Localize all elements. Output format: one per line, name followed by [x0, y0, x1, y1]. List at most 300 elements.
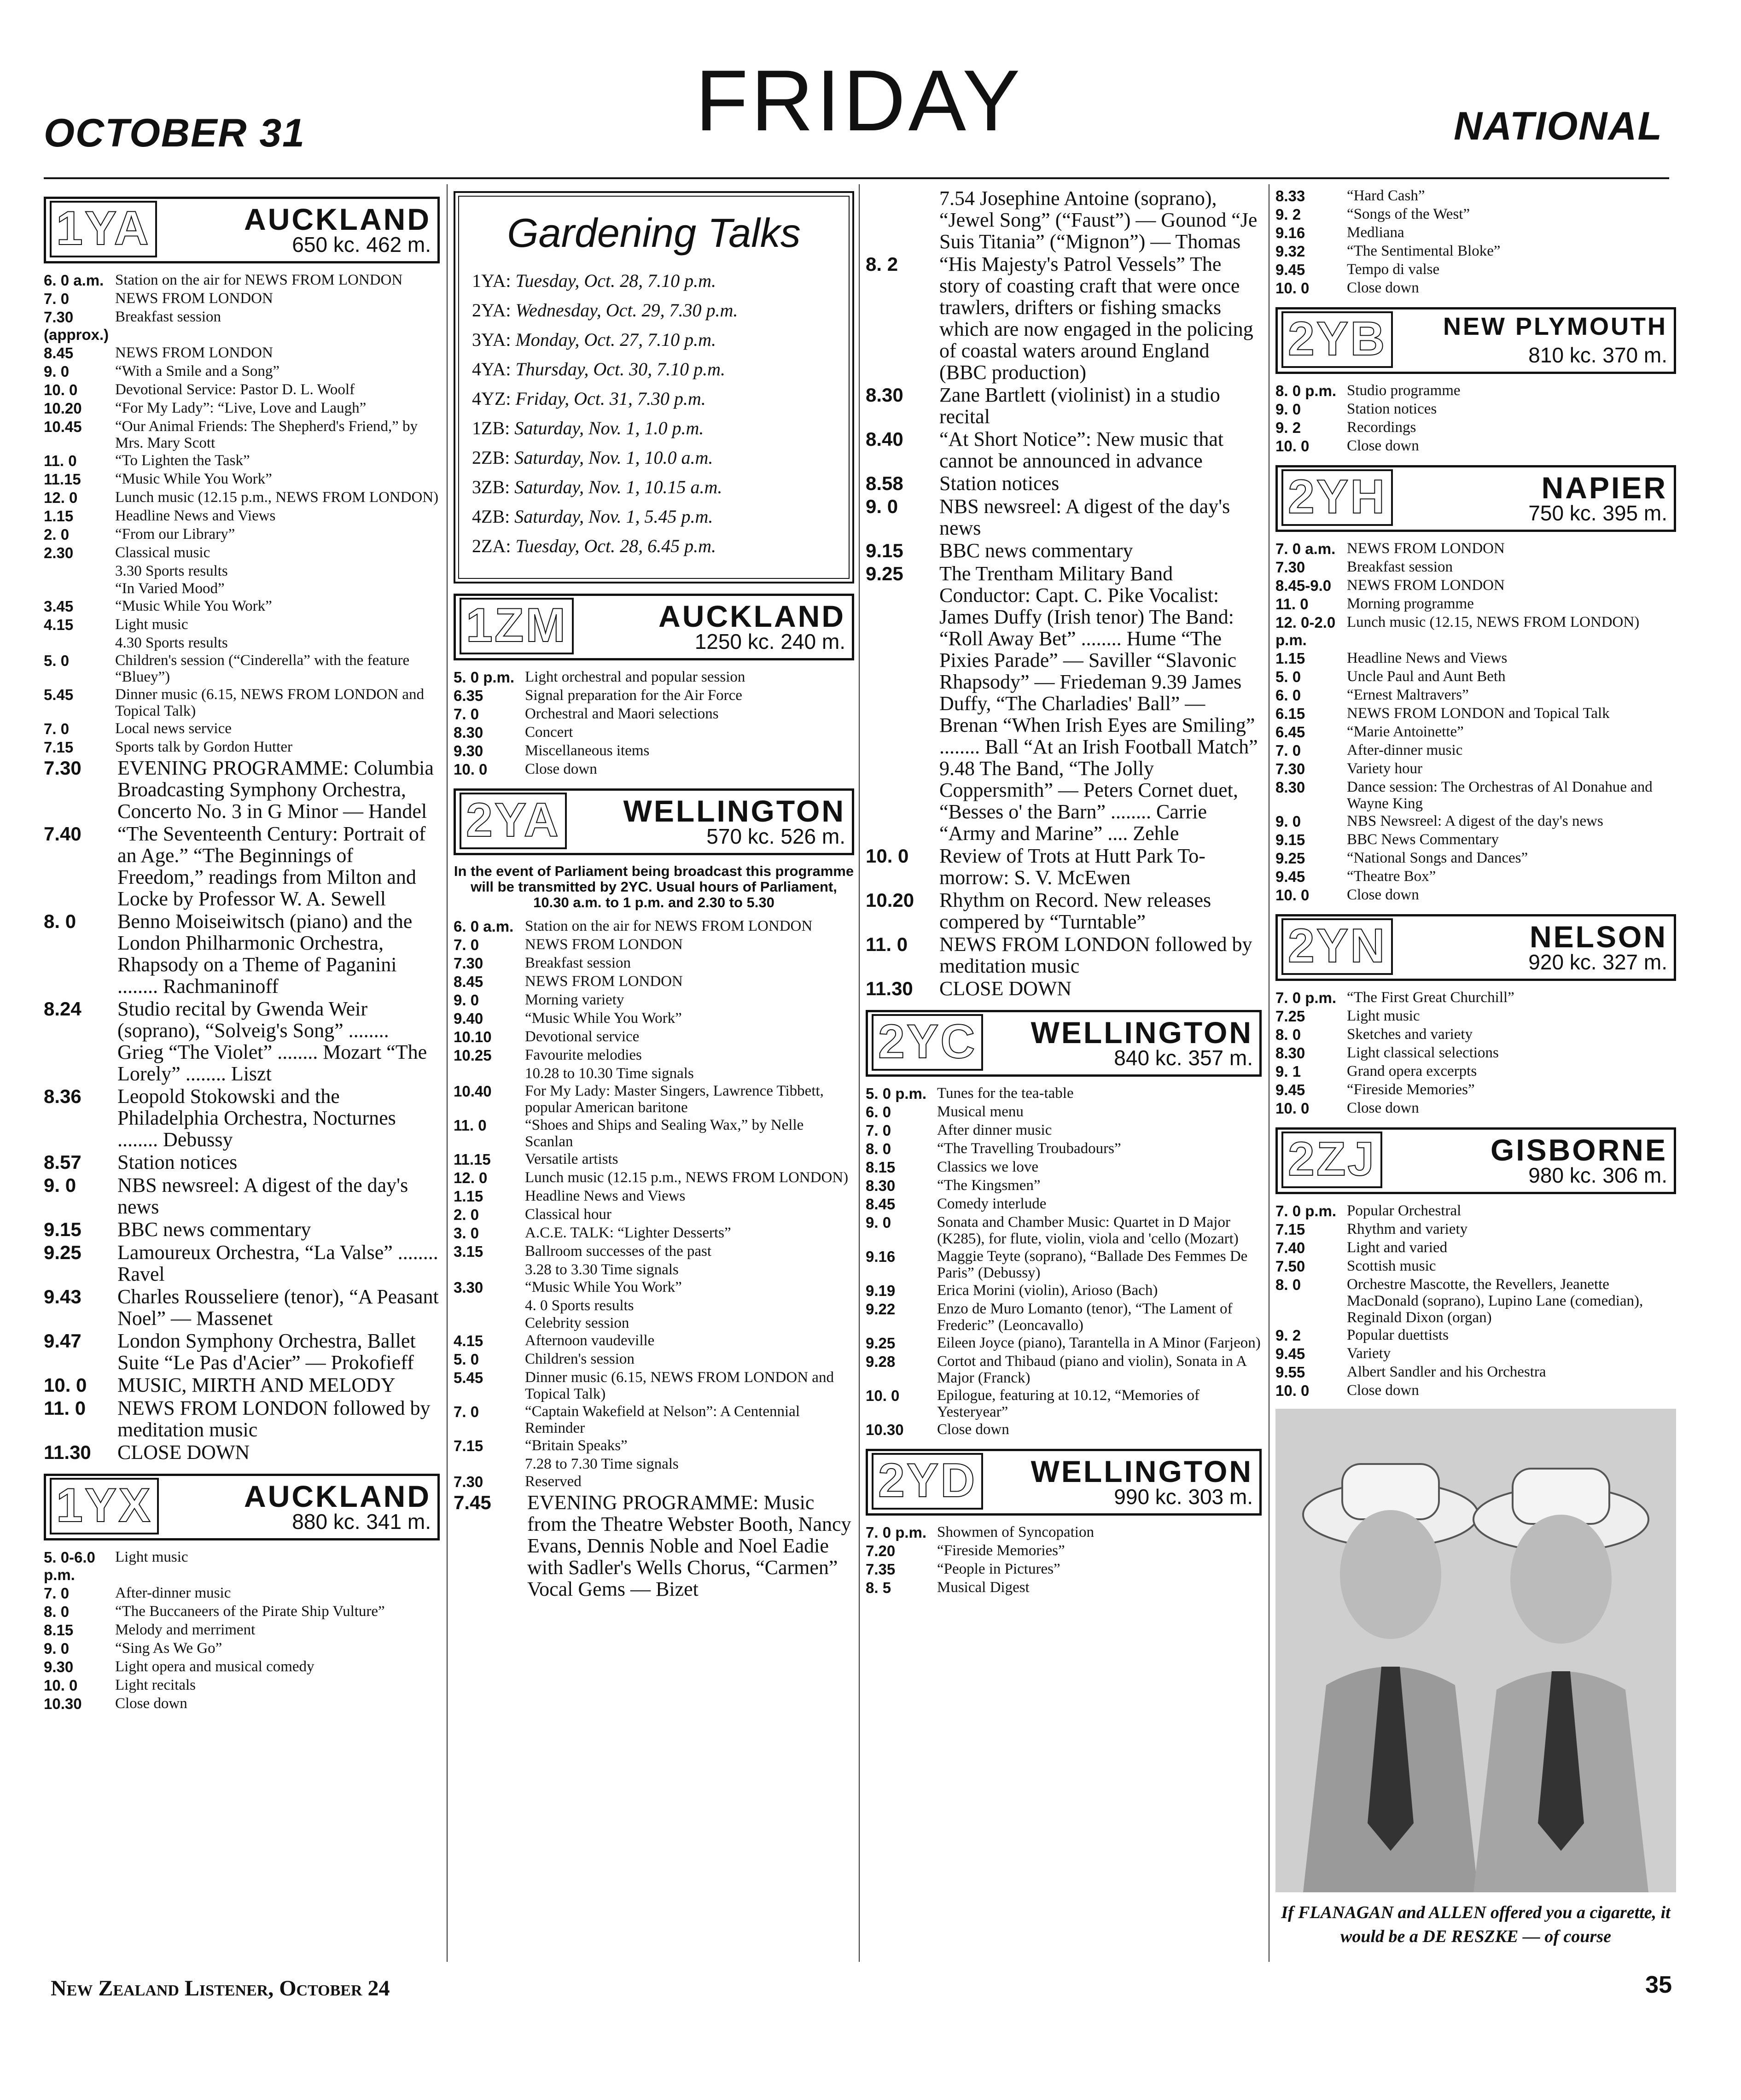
programme-description: 7.28 to 7.30 Time signals — [525, 1456, 679, 1472]
station-city: NEW PLYMOUTH — [1443, 313, 1667, 340]
programme-time: 11. 0 — [866, 933, 908, 955]
programme-entry — [44, 452, 440, 470]
programme-entry — [1275, 1276, 1676, 1326]
programme-time: 3.15 — [454, 1243, 483, 1260]
programme-time: 10. 0 — [1275, 887, 1310, 904]
programme-description: “The Kingsmen” — [937, 1177, 1041, 1194]
gardening-talk-entry — [472, 359, 836, 380]
programme-entry — [866, 1248, 1262, 1281]
programme-time: 7.30 (approx.) — [44, 309, 109, 343]
programme-description: 3.28 to 3.30 Time signals — [525, 1261, 679, 1278]
programme-time: 9.16 — [1275, 224, 1305, 241]
programme-description: Close down — [937, 1421, 1009, 1438]
station-city: AUCKLAND — [244, 1479, 431, 1513]
programme-entry — [44, 1658, 440, 1676]
programme-description: Light opera and musical comedy — [115, 1658, 314, 1675]
programme-description: 3.30 Sports results — [115, 563, 228, 579]
programme-entry — [44, 1397, 440, 1441]
header-rule — [44, 177, 1669, 179]
programme-time: 11. 0 — [454, 1117, 487, 1134]
programme-entry — [866, 1561, 1262, 1578]
programme-time: 7. 0 — [866, 1122, 891, 1139]
station-header-2yh — [1275, 465, 1676, 532]
programme-time: 9. 0 — [1275, 813, 1301, 830]
programme-entry — [44, 616, 440, 634]
programme-description: Classical music — [115, 544, 210, 561]
programme-time: 9.32 — [1275, 243, 1305, 260]
programme-description: “His Majesty's Patrol Vessels” The story of coasting craft that were once trawlers, drifters or fishing smacks which are now engaged in the policing of coastal waters around England (BBC production) — [939, 253, 1253, 384]
gardening-talk-entry — [472, 477, 836, 498]
gardening-talk-time: Friday, Oct. 31, 7.30 p.m. — [515, 388, 706, 409]
gardening-talk-station: 4ZB: — [472, 506, 510, 527]
station-frequency: 750 kc. 395 m. — [1528, 501, 1667, 525]
programme-time: 8. 2 — [866, 253, 898, 275]
gardening-talks-box — [454, 191, 854, 583]
programme-entry — [1275, 206, 1676, 223]
programme-list-1yx — [44, 1549, 440, 1713]
programme-description: Close down — [1347, 1382, 1419, 1399]
programme-description: “People in Pictures” — [937, 1561, 1060, 1577]
programme-time: 9.45 — [1275, 1345, 1305, 1362]
programme-time: 12. 0-2.0 p.m. — [1275, 614, 1336, 648]
station-header-2yc — [866, 1010, 1262, 1077]
programme-description: “For My Lady”: “Live, Love and Laugh” — [115, 400, 367, 416]
programme-description: Uncle Paul and Aunt Beth — [1347, 668, 1506, 685]
station-call: 1YX — [50, 1478, 159, 1534]
programme-entry — [454, 936, 854, 954]
programme-time: 8.30 — [1275, 779, 1305, 796]
programme-description: Lamoureux Orchestra, “La Valse” ........ Ravel — [117, 1241, 438, 1285]
gardening-talk-station: 1ZB: — [472, 418, 510, 438]
programme-description: Light classical selections — [1347, 1044, 1499, 1061]
programme-entry — [44, 823, 440, 910]
programme-entry — [866, 1301, 1262, 1334]
programme-entry — [44, 1330, 440, 1373]
programme-time: 7. 0 — [44, 1585, 70, 1602]
programme-description: Close down — [1347, 1100, 1419, 1116]
programme-list-2ya — [454, 918, 854, 1491]
programme-time: 11. 0 — [44, 452, 77, 469]
programme-time: 9.55 — [1275, 1364, 1305, 1381]
programme-entry — [866, 1214, 1262, 1247]
programme-time: 10.40 — [454, 1083, 492, 1100]
programme-entry — [454, 918, 854, 935]
gardening-talk-time: Tuesday, Oct. 28, 6.45 p.m. — [515, 536, 716, 556]
programme-time: 5. 0 p.m. — [454, 669, 515, 686]
programme-entry — [44, 580, 440, 597]
programme-entry — [1275, 813, 1676, 830]
programme-entry — [44, 1622, 440, 1639]
programme-description: Ballroom successes of the past — [525, 1243, 712, 1260]
programme-time: 4.15 — [44, 616, 74, 633]
programme-description: Close down — [115, 1695, 187, 1712]
programme-entry — [454, 687, 854, 705]
programme-entry — [454, 724, 854, 741]
programme-time: 8. 0 p.m. — [1275, 382, 1337, 399]
programme-list-1zm — [454, 669, 854, 778]
programme-description: “From our Library” — [115, 526, 235, 542]
programme-entry — [44, 1640, 440, 1657]
programme-entry — [1275, 595, 1676, 613]
programme-entry — [44, 1286, 440, 1329]
programme-description: Variety — [1347, 1345, 1391, 1362]
programme-entry — [44, 508, 440, 525]
programme-description: BBC news commentary — [117, 1218, 311, 1241]
station-header-2yb — [1275, 307, 1676, 374]
station-header-1ya — [44, 197, 440, 263]
programme-description: “Fireside Memories” — [1347, 1081, 1475, 1098]
programme-description: Close down — [1347, 280, 1419, 296]
programme-entry — [454, 1261, 854, 1278]
programme-entry — [454, 1010, 854, 1027]
programme-entry — [44, 381, 440, 399]
station-call: 1YA — [50, 201, 157, 257]
programme-entry — [454, 742, 854, 760]
programme-time — [454, 1261, 525, 1278]
programme-time: 5. 0 — [1275, 668, 1301, 685]
programme-entry — [454, 1351, 854, 1368]
programme-description: Review of Trots at Hutt Park To-morrow: S. V. McEwen — [939, 845, 1205, 889]
programme-description: Light orchestral and popular session — [525, 669, 745, 685]
gardening-talk-entry — [472, 506, 836, 527]
programme-description: Orchestral and Maori selections — [525, 706, 719, 722]
programme-entry — [1275, 382, 1676, 400]
programme-entry — [1275, 1258, 1676, 1275]
programme-description: “With a Smile and a Song” — [115, 363, 280, 379]
gardening-talk-entry — [472, 536, 836, 557]
programme-description: Light recitals — [115, 1677, 196, 1693]
programme-entry — [454, 706, 854, 723]
gardening-talk-station: 2ZB: — [472, 447, 510, 468]
programme-time: 5.45 — [454, 1369, 483, 1386]
programme-description: Classics we love — [937, 1159, 1038, 1175]
station-frequency: 570 kc. 526 m. — [706, 824, 845, 848]
programme-time: 8. 0 — [866, 1140, 891, 1157]
programme-description: Celebrity session — [525, 1315, 629, 1331]
programme-time: 10. 0 — [44, 1374, 87, 1396]
programme-description: Light music — [1347, 1008, 1420, 1024]
programme-description: Grand opera excerpts — [1347, 1063, 1477, 1079]
programme-description: “Britain Speaks” — [525, 1437, 628, 1454]
programme-list-1ya — [44, 272, 440, 756]
programme-time — [44, 563, 115, 579]
programme-time: 10. 0 — [866, 1387, 900, 1404]
programme-description: Musical Digest — [937, 1579, 1030, 1596]
programme-description: 4. 0 Sports results — [525, 1297, 634, 1314]
programme-description: BBC News Commentary — [1347, 831, 1499, 848]
programme-time: 10.20 — [44, 400, 82, 417]
programme-entry — [1275, 831, 1676, 849]
programme-time: 10.25 — [454, 1047, 492, 1064]
programme-entry — [1275, 760, 1676, 778]
programme-time: 7. 0 p.m. — [1275, 1202, 1337, 1219]
programme-description: “At Short Notice”: New music that cannot be announced in advance — [939, 428, 1224, 472]
station-header-1yx — [44, 1474, 440, 1540]
programme-description: “Shoes and Ships and Sealing Wax,” by Nelle Scanlan — [525, 1117, 804, 1150]
programme-description: Variety hour — [1347, 760, 1423, 777]
station-call: 2YN — [1281, 918, 1393, 975]
gardening-talk-station: 2YA: — [472, 300, 511, 321]
programme-time: 7. 0 — [454, 706, 479, 723]
programme-description: “The Buccaneers of the Pirate Ship Vulture” — [115, 1603, 385, 1620]
programme-time: 8.40 — [866, 428, 903, 450]
programme-time: 6.45 — [1275, 723, 1305, 741]
programme-description: “The First Great Churchill” — [1347, 989, 1514, 1006]
programme-entry — [866, 1140, 1262, 1158]
programme-entry — [866, 1421, 1262, 1439]
programme-time: 1.15 — [44, 508, 74, 525]
programme-entry — [44, 1585, 440, 1602]
programme-description: “Music While You Work” — [115, 598, 272, 614]
programme-description: NEWS FROM LONDON — [525, 973, 683, 990]
programme-time: 11. 0 — [44, 1397, 86, 1419]
station-city: AUCKLAND — [658, 599, 845, 633]
programme-entry — [1275, 705, 1676, 723]
programme-entry — [1275, 1202, 1676, 1220]
programme-time: 6.35 — [454, 687, 483, 704]
flanagan-allen-illustration — [1275, 1409, 1676, 1892]
column-3 — [866, 187, 1262, 1598]
programme-description: Tempo di valse — [1347, 261, 1440, 278]
programme-entry — [1275, 559, 1676, 576]
programme-description: NBS newsreel: A digest of the day's news — [939, 495, 1230, 539]
programme-time: 9. 0 — [454, 992, 479, 1009]
programme-description: NBS newsreel: A digest of the day's news — [117, 1174, 408, 1218]
gardening-talk-station: 2ZA: — [472, 536, 511, 556]
programme-time: 7.15 — [44, 739, 74, 756]
programme-description: 4.30 Sports results — [115, 635, 228, 651]
programme-time: 9.15 — [866, 540, 903, 561]
programme-entry — [44, 720, 440, 738]
programme-time: 8.45 — [454, 973, 483, 990]
programme-time — [454, 1315, 525, 1331]
programme-description: NEWS FROM LONDON — [115, 290, 273, 307]
programme-entry — [1275, 868, 1676, 886]
programme-time: 7.30 — [454, 955, 483, 972]
station-frequency: 650 kc. 462 m. — [292, 233, 431, 257]
advertisement-photo — [1275, 1409, 1676, 1892]
programme-description: “Ernest Maltravers” — [1347, 687, 1469, 703]
column-4 — [1275, 187, 1676, 1948]
programme-time: 7. 0 — [44, 290, 70, 307]
programme-description: Classical hour — [525, 1206, 611, 1223]
programme-entry — [866, 563, 1262, 844]
programme-entry — [866, 1335, 1262, 1352]
programme-description: EVENING PROGRAMME: Columbia Broadcasting Symphony Orchestra, Concerto No. 3 in G Minor — Handel — [117, 757, 434, 822]
programme-description: Erica Morini (violin), Arioso (Bach) — [937, 1282, 1158, 1299]
programme-time: 7.15 — [454, 1437, 483, 1454]
programme-time: 7. 0 p.m. — [866, 1524, 927, 1541]
programme-time: 6. 0 a.m. — [454, 918, 514, 935]
programme-description: “Music While You Work” — [115, 471, 272, 487]
programme-description: “Sing As We Go” — [115, 1640, 222, 1657]
programme-time: 10. 0 — [1275, 1100, 1310, 1117]
programme-time: 6. 0 — [866, 1103, 891, 1120]
programme-description: Maggie Teyte (soprano), “Ballade Des Femmes De Paris” (Debussy) — [937, 1248, 1248, 1281]
programme-description: BBC news commentary — [939, 539, 1133, 562]
programme-time: 6. 0 a.m. — [44, 272, 104, 289]
programme-description: 7.54 Josephine Antoine (soprano), “Jewel Song” (“Faust”) — Gounod “Je Suis Titania” (“Mignon”) — Thomas — [939, 187, 1258, 253]
programme-entry — [1275, 887, 1676, 904]
page-number: 35 — [1645, 1972, 1672, 1998]
station-call: 2YH — [1281, 469, 1393, 526]
station-frequency: 1250 kc. 240 m. — [694, 630, 845, 653]
programme-time: 7. 0 — [454, 1403, 479, 1420]
programme-description: MUSIC, MIRTH AND MELODY — [117, 1374, 396, 1396]
gardening-talk-time: Saturday, Nov. 1, 5.45 p.m. — [514, 506, 713, 527]
station-header-2zj — [1275, 1127, 1676, 1194]
evening-programme-2ya — [454, 1492, 854, 1600]
gardening-talk-time: Tuesday, Oct. 28, 7.10 p.m. — [515, 270, 716, 291]
gardening-talk-entry — [472, 300, 836, 321]
programme-description: Lunch music (12.15, NEWS FROM LONDON) — [1347, 614, 1640, 630]
programme-time: 10.10 — [454, 1028, 492, 1045]
programme-time: 8.30 — [454, 724, 483, 741]
programme-time — [454, 1456, 525, 1472]
station-header-1zm — [454, 594, 854, 660]
programme-description: Sketches and variety — [1347, 1026, 1473, 1043]
programme-entry — [44, 686, 440, 719]
programme-entry — [44, 739, 440, 756]
programme-list-2yn — [1275, 989, 1676, 1117]
programme-description: Rhythm and variety — [1347, 1221, 1468, 1237]
programme-list-2zj — [1275, 1202, 1676, 1400]
programme-entry — [866, 428, 1262, 472]
programme-time: 9.25 — [44, 1242, 82, 1263]
programme-description: Recordings — [1347, 419, 1416, 436]
programme-entry — [1275, 989, 1676, 1007]
programme-entry — [1275, 540, 1676, 558]
programme-time: 8. 5 — [866, 1579, 891, 1596]
header-day: FRIDAY — [695, 52, 1023, 149]
programme-time: 11.15 — [454, 1151, 491, 1168]
programme-description: Zane Bartlett (violinist) in a studio recital — [939, 384, 1220, 428]
station-frequency: 980 kc. 306 m. — [1528, 1163, 1667, 1187]
programme-entry — [44, 652, 440, 685]
programme-entry — [44, 309, 440, 344]
station-frequency: 880 kc. 341 m. — [292, 1510, 431, 1534]
programme-time: 5. 0-6.0 p.m. — [44, 1549, 95, 1583]
programme-entry — [866, 1159, 1262, 1176]
programme-time: 7.30 — [1275, 559, 1305, 576]
programme-entry — [44, 1549, 440, 1584]
programme-time: 12. 0 — [44, 489, 78, 506]
programme-time: 9.15 — [44, 1219, 82, 1240]
programme-entry — [454, 1028, 854, 1046]
programme-entry — [866, 933, 1262, 977]
programme-entry — [44, 526, 440, 543]
programme-time: 11. 0 — [1275, 595, 1309, 612]
station-header-2ya — [454, 788, 854, 855]
programme-description: Signal preparation for the Air Force — [525, 687, 742, 704]
programme-time: 7.40 — [44, 823, 82, 845]
programme-entry — [454, 1117, 854, 1150]
programme-time: 9.22 — [866, 1301, 896, 1318]
programme-time: 10. 0 — [44, 381, 78, 398]
programme-description: Popular Orchestral — [1347, 1202, 1462, 1219]
programme-time: 3. 0 — [454, 1225, 479, 1242]
programme-entry — [44, 290, 440, 308]
programme-time: 7.20 — [866, 1542, 896, 1559]
programme-time: 8.30 — [866, 1177, 896, 1194]
programme-entry — [44, 272, 440, 289]
programme-description: Breakfast session — [1347, 559, 1453, 575]
programme-description: Afternoon vaudeville — [525, 1332, 655, 1349]
programme-description: “The Travelling Troubadours” — [937, 1140, 1121, 1157]
programme-entry — [44, 635, 440, 651]
gardening-talk-time: Wednesday, Oct. 29, 7.30 p.m. — [515, 300, 738, 321]
programme-entry — [1275, 419, 1676, 437]
programme-description: “Our Animal Friends: The Shepherd's Friend,” by Mrs. Mary Scott — [115, 418, 418, 451]
programme-entry — [866, 1524, 1262, 1541]
programme-time: 8.30 — [1275, 1044, 1305, 1062]
programme-entry — [1275, 1327, 1676, 1344]
station-city: NELSON — [1529, 920, 1667, 954]
programme-time: 8. 0 — [1275, 1026, 1301, 1043]
programme-time: 10.30 — [866, 1421, 904, 1438]
gardening-talk-entry — [472, 388, 836, 409]
programme-description: Children's session — [525, 1351, 635, 1367]
programme-description: Close down — [1347, 438, 1419, 454]
programme-time: 11.30 — [44, 1441, 91, 1463]
programme-description: Albert Sandler and his Orchestra — [1347, 1364, 1546, 1380]
gardening-talk-entry — [472, 329, 836, 350]
programme-description: “Fireside Memories” — [937, 1542, 1065, 1559]
programme-description: Close down — [525, 761, 597, 777]
programme-time: 8.45 — [44, 344, 74, 362]
programme-entry — [44, 1174, 440, 1218]
programme-entry — [866, 1085, 1262, 1102]
programme-entry — [44, 400, 440, 417]
programme-time: 8. 0 — [44, 1603, 70, 1620]
programme-time: 7. 0 p.m. — [1275, 989, 1337, 1006]
programme-entry — [454, 1369, 854, 1402]
station-city: WELLINGTON — [1031, 1454, 1253, 1488]
programme-time: 10.30 — [44, 1695, 82, 1712]
programme-time: 9. 1 — [1275, 1063, 1301, 1080]
programme-description: NEWS FROM LONDON — [525, 936, 683, 953]
programme-time: 7.25 — [1275, 1008, 1305, 1025]
programme-description: Headline News and Views — [115, 508, 276, 524]
programme-description: Dance session: The Orchestras of Al Donahue and Wayne King — [1347, 779, 1653, 812]
programme-entry — [454, 955, 854, 972]
programme-time: 5.45 — [44, 686, 74, 703]
programme-description: Devotional service — [525, 1028, 640, 1045]
column-2 — [454, 187, 854, 1601]
programme-entry — [866, 1579, 1262, 1597]
programme-entry — [454, 1403, 854, 1436]
programme-entry — [454, 669, 854, 686]
evening-programme-1ya — [44, 757, 440, 1464]
programme-entry — [454, 1315, 854, 1331]
programme-description: Breakfast session — [525, 955, 631, 971]
programme-entry — [454, 1437, 854, 1455]
programme-time: 9.28 — [866, 1353, 896, 1370]
programme-time: 8. 0 — [1275, 1276, 1301, 1293]
programme-list-2ya-continued — [866, 187, 1262, 1000]
programme-description: Concert — [525, 724, 573, 741]
programme-entry — [1275, 224, 1676, 242]
station-frequency: 920 kc. 327 m. — [1528, 950, 1667, 974]
programme-entry — [454, 1169, 854, 1187]
programme-description: Morning variety — [525, 992, 624, 1008]
programme-entry — [454, 1188, 854, 1205]
programme-time: 10. 0 — [454, 761, 488, 778]
gardening-talk-entry — [472, 418, 836, 439]
gardening-talk-time: Saturday, Nov. 1, 1.0 p.m. — [514, 418, 704, 438]
programme-time — [44, 635, 115, 651]
programme-entry — [454, 992, 854, 1009]
